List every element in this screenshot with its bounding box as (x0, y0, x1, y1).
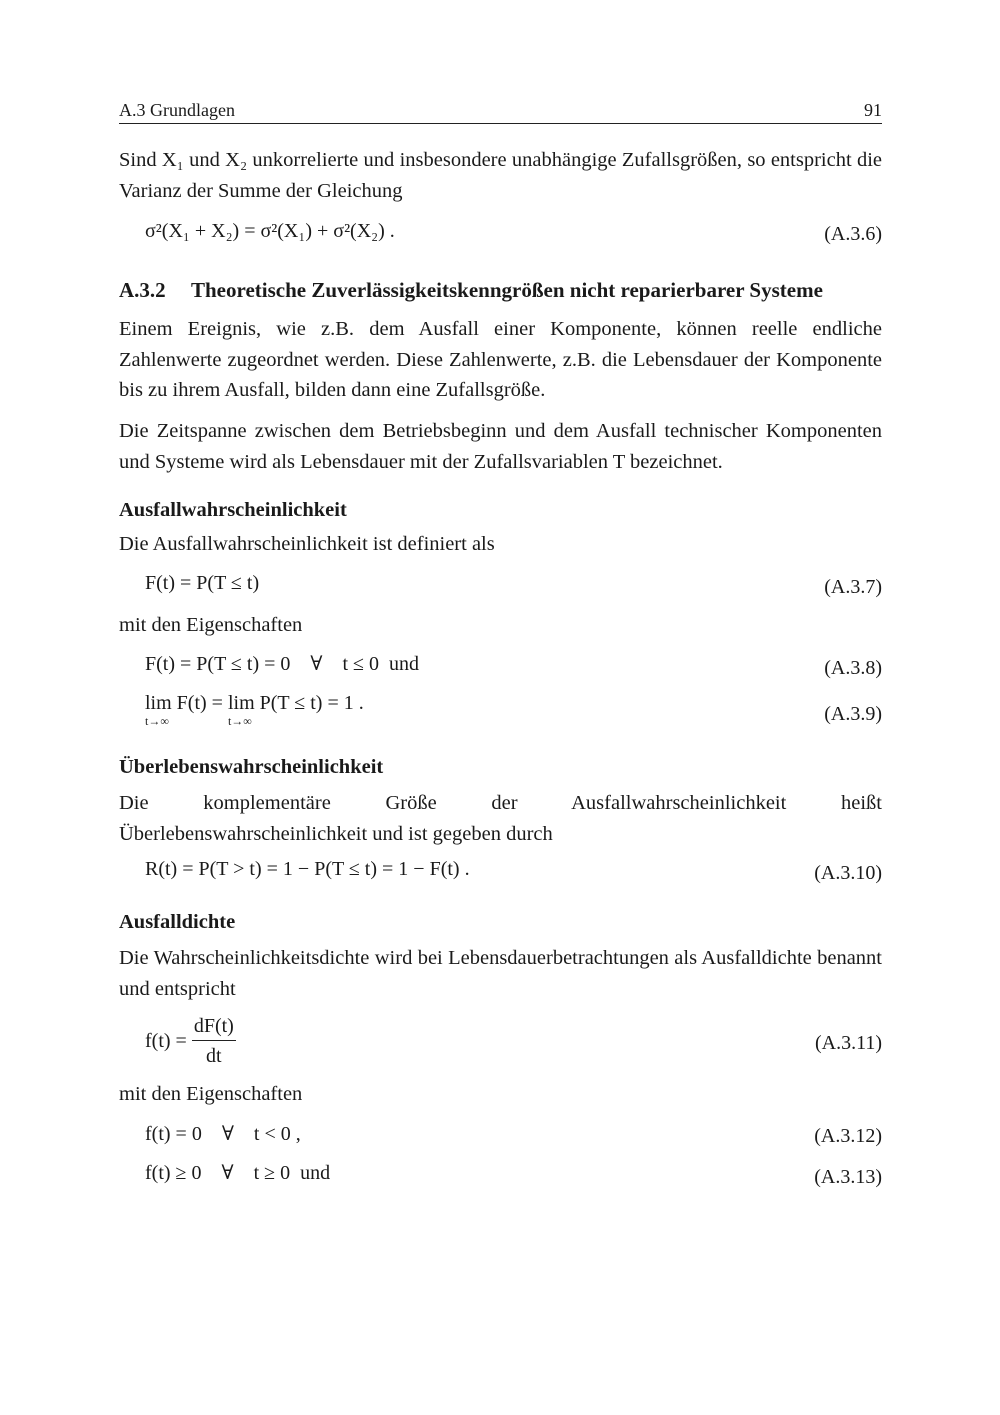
equation-number-a311: (A.3.11) (814, 1032, 882, 1054)
equation-a39-part1: F(t) = (176, 692, 223, 714)
subsection-title-ausfall: Ausfallwahrscheinlichkeit (119, 499, 347, 521)
equation-a38: F(t) = P(T ≤ t) = 0 ∀ t ≤ 0 und (145, 653, 419, 675)
equation-number-a313: (A.3.13) (814, 1166, 882, 1188)
equation-a310: R(t) = P(T > t) = 1 − P(T ≤ t) = 1 − F(t) . (145, 858, 470, 880)
equation-number-a36: (A.3.6) (824, 223, 882, 245)
equation-number-a38: (A.3.8) (824, 657, 882, 679)
properties-label-2: mit den Eigenschaften (119, 1083, 303, 1105)
fraction (192, 1015, 236, 1068)
subsection-intro-dichte: Die Wahrscheinlichkeitsdichte wird bei Lebensdauerbetrachtungen als Ausfalldichte benannt und entspricht (119, 947, 882, 1000)
equation-number-a310: (A.3.10) (814, 862, 882, 884)
subsection-title-dichte: Ausfalldichte (119, 911, 236, 933)
equation-a311 (145, 1015, 236, 1068)
equation-number-a312: (A.3.12) (814, 1125, 882, 1147)
equation-a37: F(t) = P(T ≤ t) (145, 572, 260, 594)
equation-a39 (145, 692, 364, 728)
limit-operator: lim t→∞ (227, 692, 255, 728)
equation-a313: f(t) ≥ 0 ∀ t ≥ 0 und (145, 1162, 331, 1184)
paragraph-event-values: Einem Ereignis, wie z.B. dem Ausfall einer Komponente, können reelle endliche Zahlenwerte zugeordnet werden. Diese Zahlenwerte, z.B. die Lebensdauer der Komponente bis zu ihrem Ausfall, bilden dann eine Zufallsgröße. (119, 318, 882, 401)
equation-a312: f(t) = 0 ∀ t < 0 , (145, 1123, 301, 1145)
equation-a36: σ²(X₁ + X₂) = σ²(X₁) + σ²(X₂) . (145, 220, 395, 242)
fraction-numerator: dF(t) (192, 1015, 236, 1041)
running-header-title: A.3 Grundlagen (119, 100, 235, 120)
paragraph-variance-intro: Sind X₁ und X₂ unkorrelierte und insbesondere unabhängige Zufallsgrößen, so entspricht die Varianz der Summe der Gleichung (119, 149, 882, 202)
equation-number-a37: (A.3.7) (824, 576, 882, 598)
section-title: Theoretische Zuverlässigkeitskenngrößen nicht reparierbarer Systeme (191, 278, 823, 302)
equation-a311-lhs: f(t) = (145, 1030, 187, 1052)
subsection-intro-ausfall: Die Ausfallwahrscheinlichkeit ist definiert als (119, 533, 495, 555)
equation-a39-part2: P(T ≤ t) = 1 . (259, 692, 364, 714)
subsection-title-ueberleben: Überlebenswahrscheinlichkeit (119, 756, 384, 778)
header-rule (119, 123, 882, 124)
equation-number-a39: (A.3.9) (824, 703, 882, 725)
properties-label-1: mit den Eigenschaften (119, 614, 303, 636)
paragraph-lifetime: Die Zeitspanne zwischen dem Betriebsbeginn und dem Ausfall technischer Komponenten und Systeme wird als Lebensdauer mit der Zufallsvariablen T bezeichnet. (119, 420, 882, 473)
section-number: A.3.2 (119, 278, 166, 302)
fraction-denominator: dt (206, 1045, 222, 1067)
page-number: 91 (864, 100, 882, 120)
subsection-intro-ueberleben: Die komplementäre Größe der Ausfallwahrscheinlichkeit heißt Überlebenswahrscheinlichkeit und ist gegeben durch (119, 792, 882, 845)
limit-operator: lim t→∞ (145, 692, 172, 728)
